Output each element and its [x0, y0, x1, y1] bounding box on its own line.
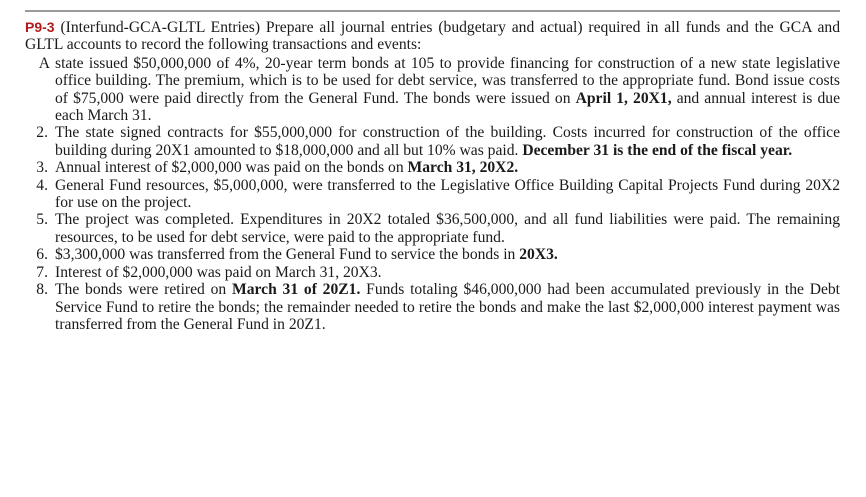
problem-instructions: Prepare all journal entries (budgetary and actual) required in all funds and the GCA and GLTL accounts to record the following transactions and events: [25, 19, 840, 54]
item-text: The state signed contracts for $55,000,000 for construction of the building. Costs incurred for construction of the office building during 20X1 amounted to $18,000,000 and all but 10% was paid. December 31 is the end of the fiscal year. [55, 124, 840, 159]
item-text: $3,300,000 was transferred from the General Fund to service the bonds in 20X3. [55, 246, 558, 264]
item-number: 2. [36, 124, 48, 142]
item-number: 7. [36, 263, 48, 281]
list-item [25, 159, 840, 176]
list-item [25, 281, 840, 333]
list-item [25, 264, 840, 281]
problem-title: (Interfund-GCA-GLTL Entries) [60, 19, 261, 36]
item-text: General Fund resources, $5,000,000, were transferred to the Legislative Office Building Capital Projects Fund during 20X2 for use on the project. [55, 176, 840, 212]
list-item [25, 246, 840, 263]
problem-id: P9-3 [25, 19, 55, 35]
item-text: state issued $50,000,000 of 4%, 20-year term bonds at 105 to provide financing for construction of a new state legislative office building. The premium, which is to be used for debt service, was transferred to the appropriate fund. Bond issue costs of $75,000 were paid directly from the General Fund. The bonds were issued on April 1, 20X1, and annual interest is due each March 31. [55, 54, 840, 125]
list-item [25, 211, 840, 246]
item-number: 3. [36, 159, 48, 177]
item-number: 8. [36, 281, 48, 299]
item-number: 4. [36, 176, 48, 194]
item-number: 6. [36, 246, 48, 264]
list-item [25, 124, 840, 159]
top-divider [25, 10, 840, 12]
problem-heading [25, 19, 840, 54]
textbook-page [25, 10, 840, 333]
item-number: A [38, 54, 50, 72]
item-number: 5. [36, 211, 48, 229]
item-text: Annual interest of $2,000,000 was paid on the bonds on March 31, 20X2. [55, 159, 519, 177]
item-text: The bonds were retired on March 31 of 20Z1. Funds totaling $46,000,000 had been accumulated previously in the Debt Service Fund to retire the bonds; the remainder needed to retire the bonds and make the last $2,000,000 interest payment was transferred from the General Fund in 20Z1. [55, 281, 841, 333]
list-item [25, 55, 840, 125]
list-item [25, 177, 840, 212]
item-text: Interest of $2,000,000 was paid on March 31, 20X3. [55, 263, 382, 281]
item-text: The project was completed. Expenditures in 20X2 totaled $36,500,000, and all fund liabilities were paid. The remaining resources, to be used for debt service, were paid to the appropriate fund. [55, 211, 840, 246]
transaction-list [25, 55, 840, 334]
